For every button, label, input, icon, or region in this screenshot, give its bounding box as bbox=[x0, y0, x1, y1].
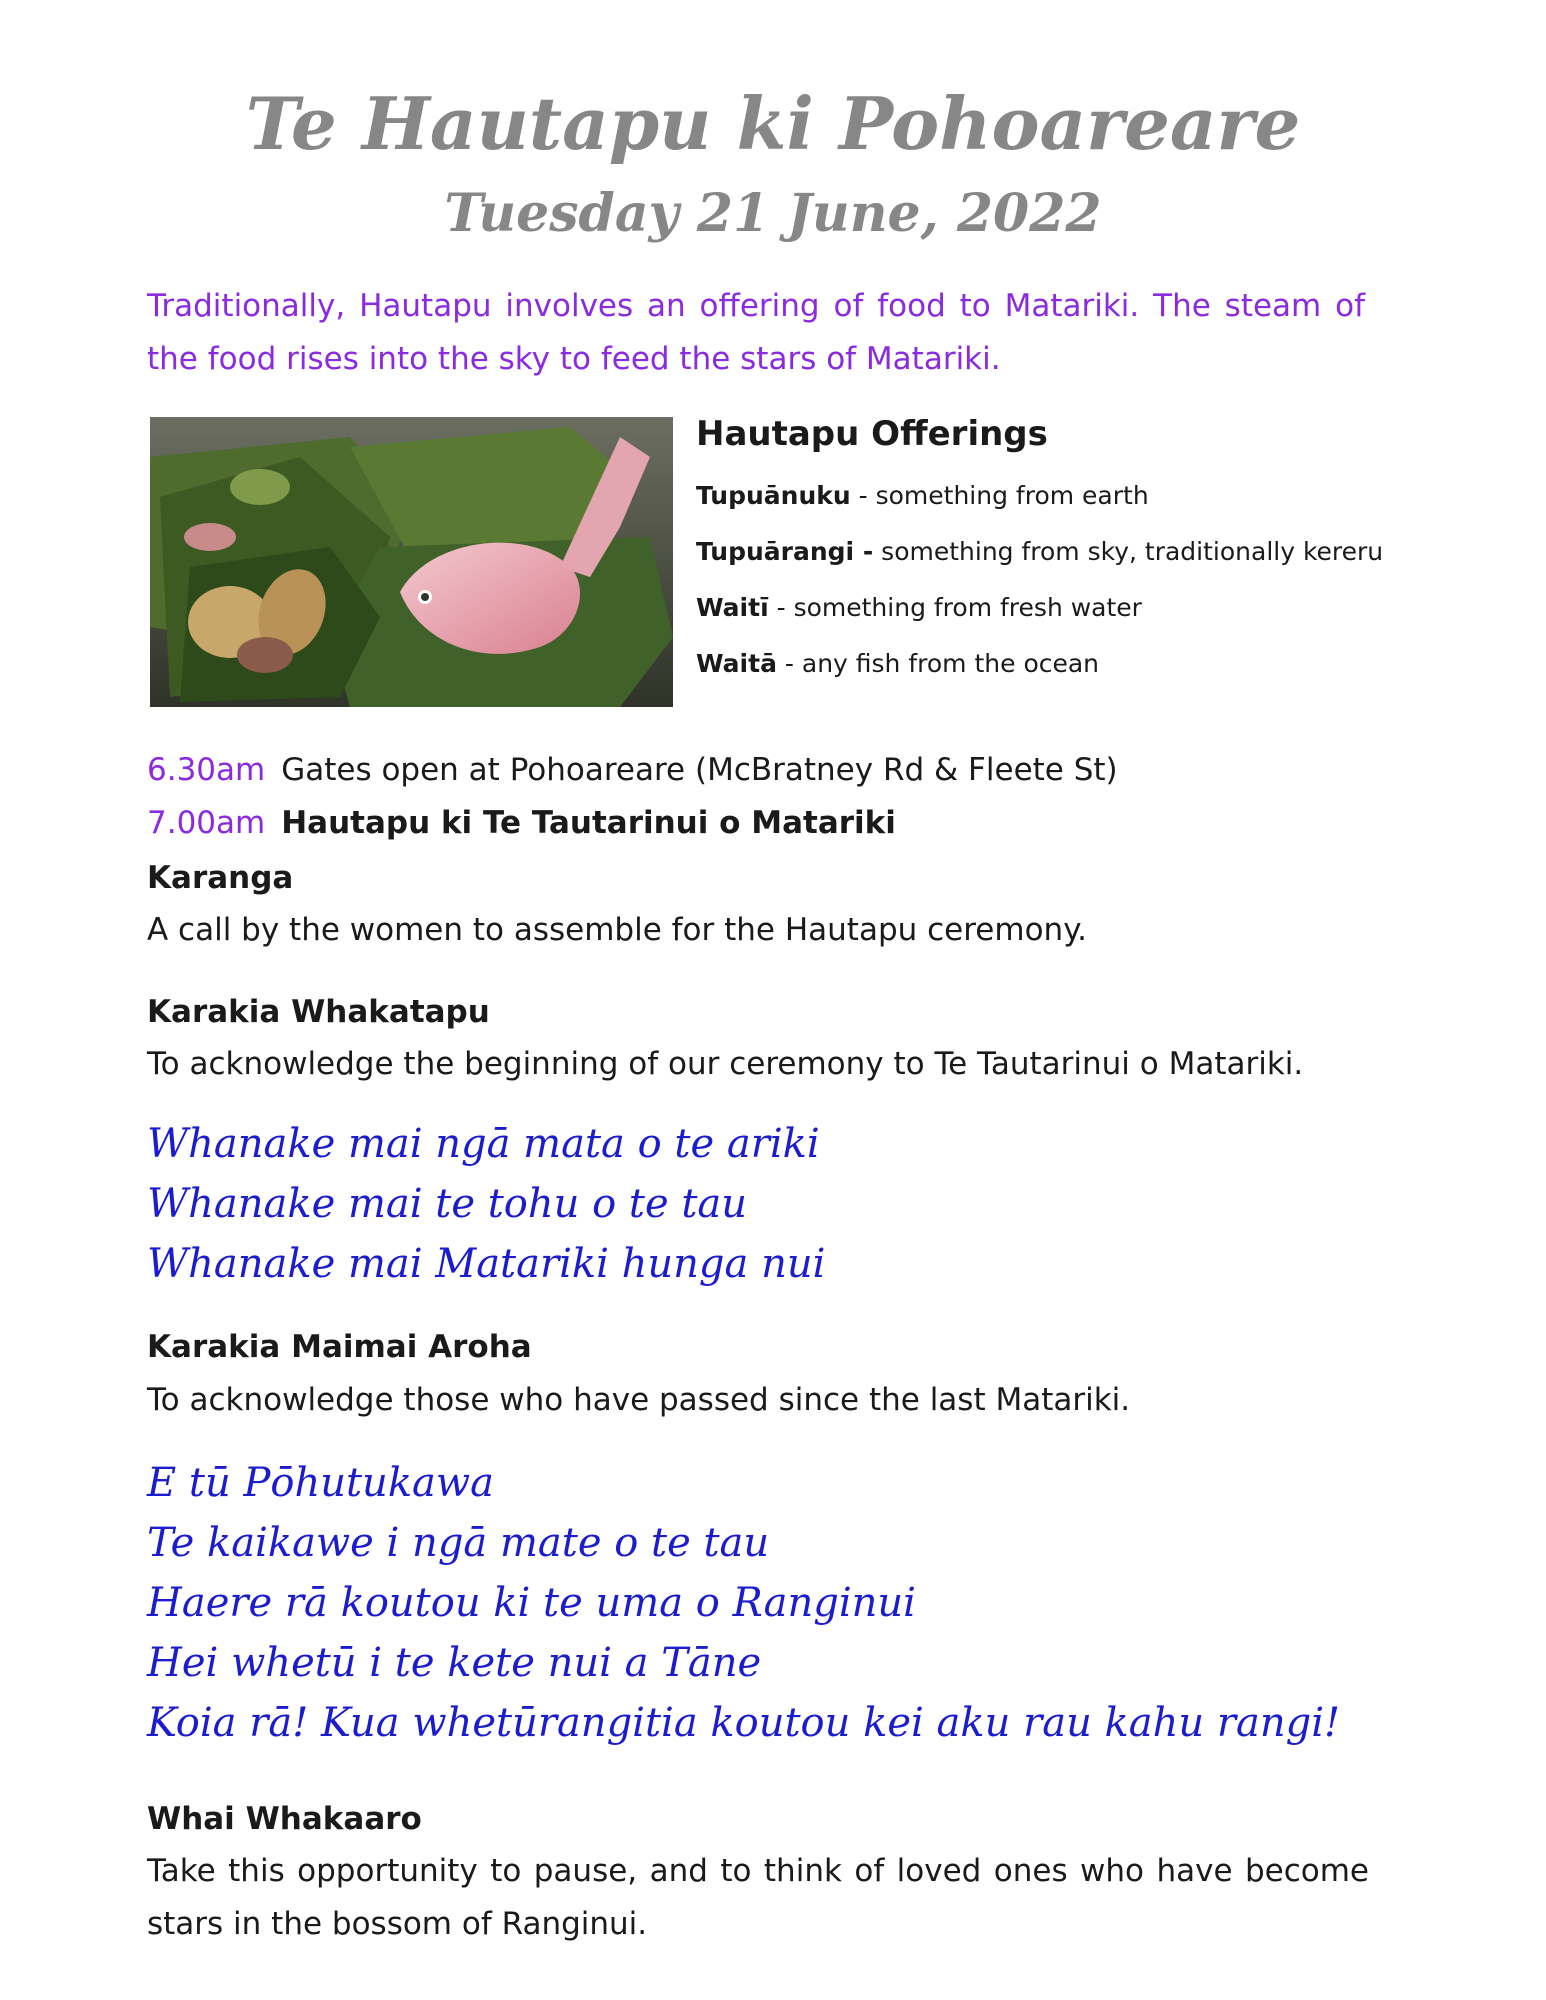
offering-name: Tupuārangi - bbox=[696, 537, 874, 566]
whakatapu-text: To acknowledge the beginning of our ceremony to Te Tautarinui o Matariki. bbox=[147, 1046, 1304, 1082]
offering-desc: - something from earth bbox=[850, 481, 1149, 510]
schedule bbox=[147, 744, 1397, 850]
karakia-line: Te kaikawe i ngā mate o te tau bbox=[147, 1520, 770, 1566]
karakia-line: E tū Pōhutukawa bbox=[147, 1460, 494, 1506]
offerings-heading: Hautapu Offerings bbox=[696, 414, 1048, 454]
karanga-text: A call by the women to assemble for the Hautapu ceremony. bbox=[147, 912, 1087, 948]
offering-desc: something from sky, traditionally kereru bbox=[873, 537, 1384, 566]
intro-paragraph: Traditionally, Hautapu involves an offering of food to Matariki. The steam of the food rises into the sky to feed the stars of Matariki. bbox=[147, 288, 1365, 377]
maimai-karakia bbox=[147, 1453, 1340, 1753]
fish-and-vegetables-image bbox=[150, 417, 673, 707]
offering-name: Waitī bbox=[696, 593, 769, 622]
offering-item bbox=[696, 636, 1396, 692]
whai-heading: Whai Whakaaro bbox=[147, 1801, 422, 1837]
offering-desc: - something from fresh water bbox=[768, 593, 1142, 622]
karakia-line: Whanake mai te tohu o te tau bbox=[147, 1181, 748, 1227]
schedule-time: 6.30am bbox=[147, 752, 266, 788]
offering-photo bbox=[150, 417, 673, 707]
schedule-row bbox=[147, 797, 1397, 850]
offerings-list bbox=[696, 412, 1396, 692]
offering-name: Waitā bbox=[696, 649, 777, 678]
maimai-text: To acknowledge those who have passed since the last Matariki. bbox=[147, 1382, 1131, 1418]
offering-desc: - any fish from the ocean bbox=[776, 649, 1100, 678]
offering-name: Tupuānuku bbox=[696, 481, 851, 510]
whakatapu-heading: Karakia Whakatapu bbox=[147, 994, 490, 1030]
karakia-line: Whanake mai ngā mata o te ariki bbox=[147, 1121, 820, 1167]
maimai-heading: Karakia Maimai Aroha bbox=[147, 1329, 532, 1365]
offering-item bbox=[696, 580, 1396, 636]
schedule-event: Hautapu ki Te Tautarinui o Matariki bbox=[281, 805, 896, 841]
schedule-row bbox=[147, 744, 1397, 797]
whakatapu-karakia bbox=[147, 1114, 825, 1294]
karakia-line: Whanake mai Matariki hunga nui bbox=[147, 1241, 826, 1287]
schedule-time: 7.00am bbox=[147, 805, 266, 841]
offering-item bbox=[696, 468, 1396, 524]
karakia-line: Hei whetū i te kete nui a Tāne bbox=[147, 1640, 762, 1686]
whai-text: Take this opportunity to pause, and to think of loved ones who have become stars in the bossom of Ranginui. bbox=[147, 1853, 1369, 1942]
offering-item bbox=[696, 524, 1396, 580]
schedule-event: Gates open at Pohoareare (McBratney Rd & Fleete St) bbox=[281, 752, 1118, 788]
page-title: Te Hautapu ki Pohoareare bbox=[245, 81, 1301, 166]
karanga-heading: Karanga bbox=[147, 860, 294, 896]
karakia-line: Haere rā koutou ki te uma o Ranginui bbox=[147, 1580, 916, 1626]
event-date: Tuesday 21 June, 2022 bbox=[444, 183, 1102, 244]
karakia-line: Koia rā! Kua whetūrangitia koutou kei aku rau kahu rangi! bbox=[147, 1700, 1341, 1746]
